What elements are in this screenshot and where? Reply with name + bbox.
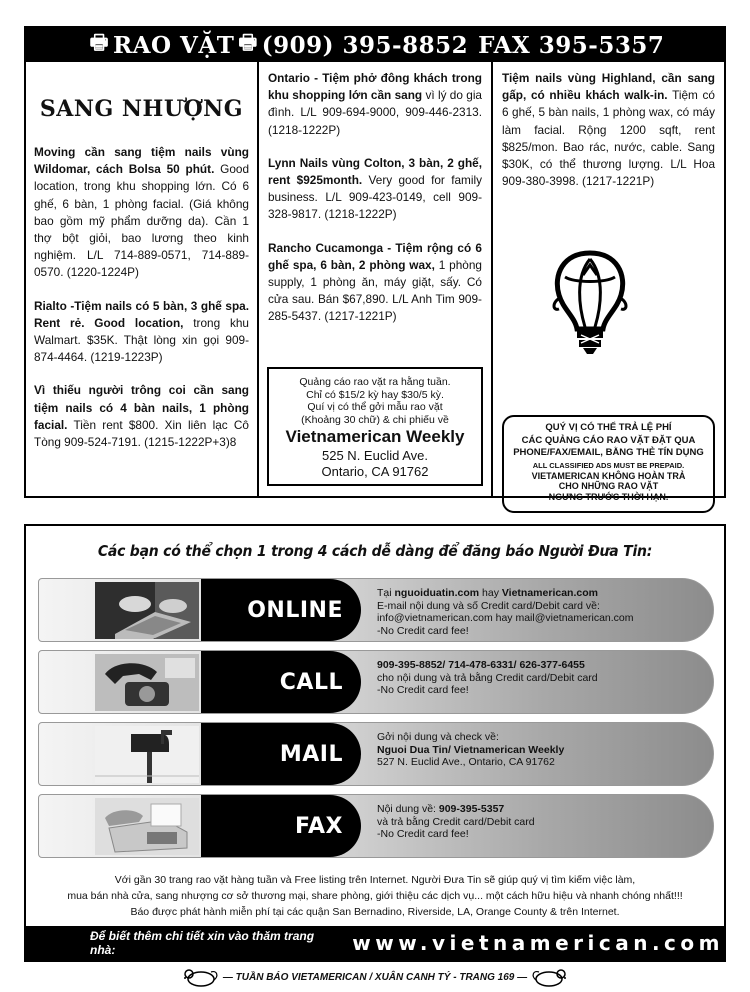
ad-body: Tiệm có 6 ghế, 5 bàn nails, 1 phòng wax, có máy làm facial. Rộng 1200 sqft, rent $825/mon. Bao rác, nước, cable. Sang $30K, có thể thương lượng. L/L Hoa 909-380-3998. (1217-1221P): [502, 88, 715, 189]
method-online: [38, 578, 714, 642]
notice-line: PHONE/FAX/EMAIL, BẰNG THẺ TÍN DỤNG: [513, 447, 704, 458]
method-mail: [38, 722, 714, 786]
website-url[interactable]: www.vietnamerican.com: [352, 931, 724, 955]
classified-ad: [34, 298, 249, 367]
ad-body: Good location, trong khu shopping lớn. Có 6 ghế, 6 bàn, 1 phòng facial. (Giá không bao gồm mỹ phẩm dưỡng da). Cần 1 thợ bột giỏi, bao lương theo kinh nghiệm. L/L 714-889-0571, 714-889-0570. (1220-1224P): [34, 162, 249, 280]
detail-text: Gởi nội dung và check về:: [377, 731, 499, 743]
ad-headline: Moving cần sang tiệm nails vùng Wildomar, cách Bolsa 50 phút.: [34, 145, 249, 177]
website-link[interactable]: Vietnamerican.com: [501, 587, 598, 599]
ad-headline: Lynn Nails vùng Colton, 3 bàn, 2 ghế, rent $925month.: [268, 155, 482, 188]
method-details: [377, 731, 707, 769]
description-line: Với gần 30 trang rao vặt hàng tuần và Free listing trên Internet. Người Đưa Tin sẽ giúp quý vị tìm kiếm việc làm,: [114, 874, 636, 886]
ad-headline: Ontario - Tiệm phở đông khách trong khu shopping lớn cần sang: [268, 71, 482, 103]
laptop-photo: [95, 582, 199, 639]
banner-phone: (909) 395-8852: [261, 31, 469, 59]
section-heading: SANG NHƯỢNG: [39, 96, 244, 122]
notice-line: ALL CLASSIFIED ADS MUST BE PREPAID.: [532, 460, 685, 470]
mouse-icon: [531, 966, 573, 988]
printer-icon: 🖶: [238, 30, 258, 54]
banner-fax: FAX 395-5357: [478, 31, 665, 59]
ad-headline: Rialto -Tiệm nails có 5 bàn, 3 ghế spa. Rent rẻ. Good location,: [34, 298, 249, 330]
classifieds-section: [24, 26, 726, 502]
method-label: MAIL: [201, 723, 361, 785]
ad-body: vì lý do gia đình. L/L 909-694-9000, 909-446-2313. (1218-1222P): [268, 88, 482, 137]
detail-text: -No Credit card fee!: [377, 684, 469, 697]
ad-headline: Vì thiếu người trông coi cần sang tiệm nails có 4 bàn nails, 1 phòng facial.: [34, 383, 249, 432]
classifieds-column-3: [493, 62, 724, 502]
classifieds-banner: [26, 28, 724, 62]
detail-text: cho nội dung và trả bằng Credit card/Debit card: [377, 671, 598, 684]
phone-numbers[interactable]: 909-395-8852/ 714-478-6331/ 626-377-6455: [377, 659, 585, 671]
detail-text: -No Credit card fee!: [377, 828, 469, 841]
detail-text: và trả bằng Credit card/Debit card: [377, 815, 535, 828]
address-line: Ontario, CA 91762: [321, 464, 429, 480]
website-footer-bar: [26, 926, 724, 960]
fax-machine-photo: [95, 798, 199, 855]
page-footer: [0, 966, 750, 988]
page-footer-text: — TUẦN BÁO VIETAMERICAN / XUÂN CANH TÝ - TRANG 169 —: [222, 971, 528, 983]
classified-ad: [34, 144, 249, 282]
submission-methods-section: [24, 524, 726, 962]
info-line: Quảng cáo rao vặt ra hằng tuần.: [299, 376, 451, 388]
detail-text: E-mail nội dung và số Credit card/Debit card về:: [377, 599, 600, 612]
detail-text: Nội dung về:: [377, 803, 439, 815]
ad-body: trong khu Walmart. $35K. Thật lòng xin gọi 909-874-4464. (1219-1223P): [34, 315, 249, 365]
banner-title: RAO VẶT: [113, 31, 235, 59]
mailing-name: Nguoi Dua Tin/ Vietnamerican Weekly: [377, 743, 565, 756]
ad-headline: Tiệm nails vùng Highland, cần sang gấp, có nhiều khách walk-in.: [502, 71, 715, 103]
mailbox-photo: [95, 726, 199, 783]
phone-photo: [95, 654, 199, 711]
methods-description: [46, 872, 704, 920]
fax-number[interactable]: 909-395-5357: [438, 803, 505, 815]
method-details: [377, 659, 707, 697]
website-link[interactable]: nguoiduatin.com: [394, 587, 480, 599]
notice-line: NGƯNG TRƯỚC THỜI HẠN.: [548, 491, 669, 502]
lightbulb-icon: [545, 247, 635, 357]
mouse-icon: [177, 966, 219, 988]
classifieds-column-2: [259, 62, 493, 496]
notice-line: VIETAMERICAN KHÔNG HOÀN TRẢ: [531, 470, 686, 481]
printer-icon: 🖶: [89, 30, 110, 54]
ad-body: Very good for family business. L/L 909-423-0149, cell 909-328-9817. (1218-1222P): [268, 173, 483, 222]
classified-ad: [268, 240, 482, 326]
classified-ad: [268, 70, 482, 139]
info-line: Quí vị có thể gởi mẫu rao vặt: [307, 401, 443, 414]
detail-text: -No Credit card fee!: [377, 624, 469, 637]
payment-notice-box: [502, 415, 715, 513]
method-fax: [38, 794, 714, 858]
method-details: [377, 803, 707, 841]
website-label: Để biết thêm chi tiết xin vào thăm trang nhà:: [90, 929, 315, 957]
email-addresses[interactable]: info@vietnamerican.com hay mail@vietnamerican.com: [377, 612, 634, 625]
address-line: 525 N. Euclid Ave.: [322, 448, 428, 464]
method-details: [377, 587, 707, 637]
notice-line: QUÝ VỊ CÓ THỂ TRẢ LỆ PHÍ: [545, 422, 672, 433]
method-label: CALL: [201, 651, 361, 713]
classified-ad: [34, 382, 249, 451]
method-label: FAX: [201, 795, 361, 857]
detail-text: Tại: [377, 587, 395, 599]
submission-info-box: [267, 367, 483, 486]
classifieds-column-1: [26, 62, 259, 496]
mailing-address: 527 N. Euclid Ave., Ontario, CA 91762: [377, 756, 555, 769]
description-line: Báo được phát hành miễn phí tại các quận San Bernadino, Riverside, LA, Orange County & trên Internet.: [130, 906, 620, 918]
detail-text: hay: [479, 587, 502, 599]
classified-ad: [268, 155, 482, 224]
method-call: [38, 650, 714, 714]
ad-headline: Rancho Cucamonga - Tiệm rộng có 6 ghế spa, 6 bàn, 2 phòng wax,: [268, 240, 482, 272]
notice-line: CHO NHỮNG RAO VẶT: [558, 481, 659, 491]
classified-ad: [502, 70, 715, 190]
ad-body: 1 phòng supply, 1 phòng ăn, máy giặt, sấy. Có cửa sau. Bán $67,890. L/L Anh Tim 909-285-5437. (1217-1221P): [268, 257, 482, 324]
method-label: ONLINE: [201, 579, 361, 641]
info-line: (Khoảng 30 chữ) & chi phiếu về: [301, 413, 449, 426]
description-line: mua bán nhà cửa, sang nhượng cơ sở thương mại, share phòng, giới thiệu các dịch vụ... một cách hữu hiệu và nhanh chóng nhất!!!: [67, 890, 683, 902]
publisher-name: Vietnamerican Weekly: [285, 427, 465, 447]
methods-title: Các bạn có thể chọn 1 trong 4 cách dễ dàng để đăng báo Người Đưa Tin:: [97, 542, 653, 560]
info-line: Chỉ có $15/2 kỳ hay $30/5 kỳ.: [306, 388, 444, 401]
ad-body: Tiền rent $800. Xin liên lạc Cô Tòng 909-524-7191. (1215-1222P+3)8: [34, 417, 249, 450]
notice-line: CÁC QUẢNG CÁO RAO VẶT ĐẶT QUA: [521, 434, 696, 446]
